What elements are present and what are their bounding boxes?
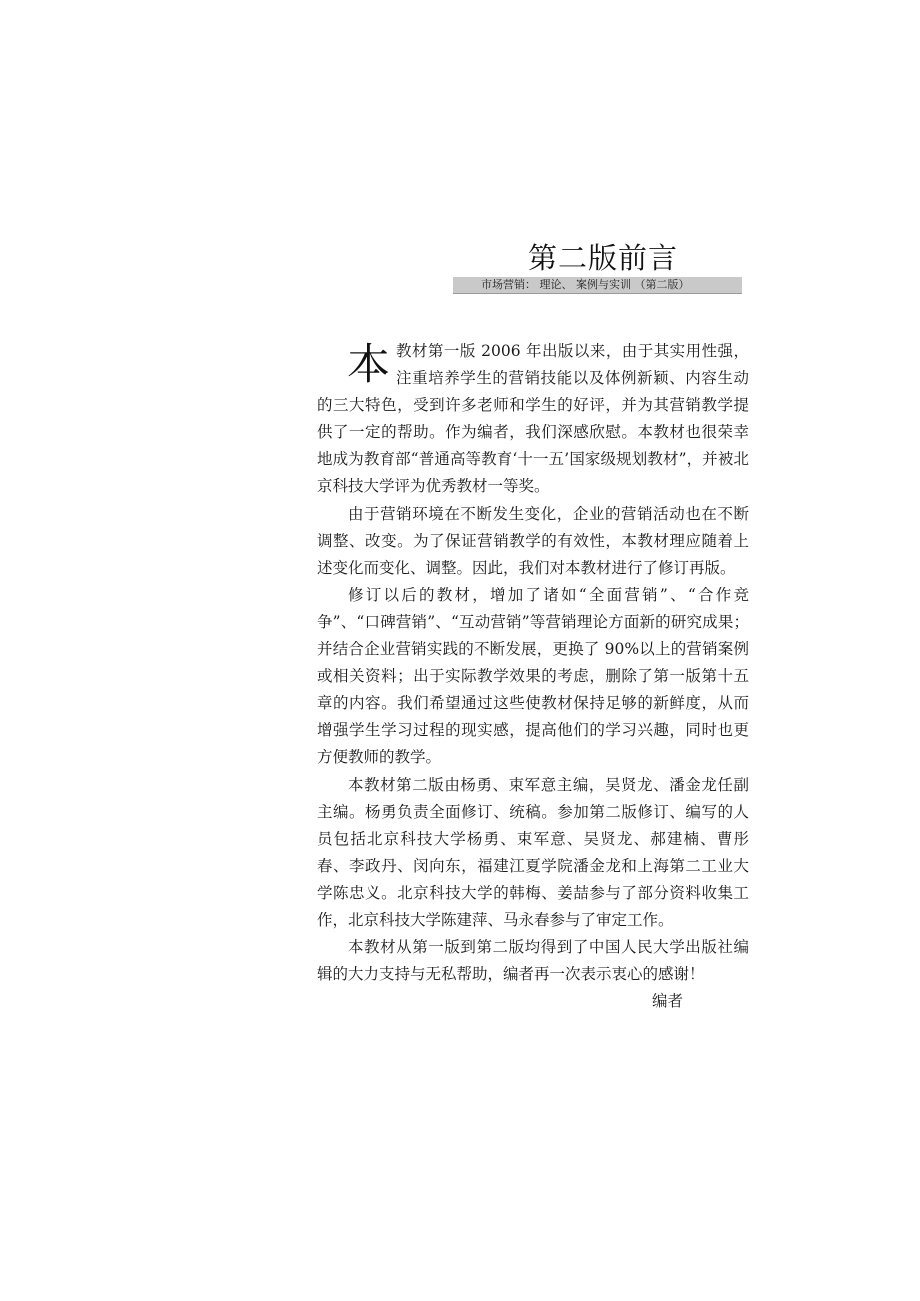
signature: 编者 xyxy=(652,992,684,1011)
paragraph: 本教材从第一版到第二版均得到了中国人民大学出版社编辑的大力支持与无私帮助，编者再一次表示衷心的感谢！ xyxy=(317,938,749,984)
paragraph xyxy=(317,338,749,501)
book-title-label: 市场营销： 理论、 案例与实训 （第二版） xyxy=(481,278,690,291)
paragraph-text: 教材第一版 2006 年出版以来，由于其实用性强，注重培养学生的营销技能以及体例新颖、内容生动的三大特色，受到许多老师和学生的好评，并为其营销教学提供了一定的帮助。作为编者，我们深感欣慰。本教材也很荣幸地成为教育部“普通高等教育‘十一五’国家级规划教材”，并被北京科技大学评为优秀教材一等奖。 xyxy=(317,342,749,496)
drop-cap: 本 xyxy=(347,340,390,390)
paragraph: 修订以后的教材，增加了诸如“全面营销”、“合作竞争”、“口碑营销”、“互动营销”等营销理论方面新的研究成果；并结合企业营销实践的不断发展，更换了 90%以上的营销案例或相关资料；出于实际教学效果的考虑，删除了第一版第十五章的内容。我们希望通过这些使教材保持足够的新鲜度，从而增强学生学习过程的现实感，提高他们的学习兴趣，同时也更方便教师的教学。 xyxy=(317,585,749,767)
book-title-bar xyxy=(453,277,742,294)
page-title: 第二版前言 xyxy=(528,241,679,275)
paragraph: 由于营销环境在不断发生变化，企业的营销活动也在不断调整、改变。为了保证营销教学的有效性，本教材理应随着上述变化而变化、调整。因此，我们对本教材进行了修订再版。 xyxy=(317,504,749,577)
preface-body xyxy=(317,338,749,1015)
paragraph: 本教材第二版由杨勇、束军意主编，吴贤龙、潘金龙任副主编。杨勇负责全面修订、统稿。参加第二版修订、编写的人员包括北京科技大学杨勇、束军意、吴贤龙、郝建楠、曹彤春、李政丹、闵向东，福建江夏学院潘金龙和上海第二工业大学陈忠义。北京科技大学的韩梅、姜喆参与了部分资料收集工作，北京科技大学陈建萍、马永春参与了审定工作。 xyxy=(317,775,749,929)
